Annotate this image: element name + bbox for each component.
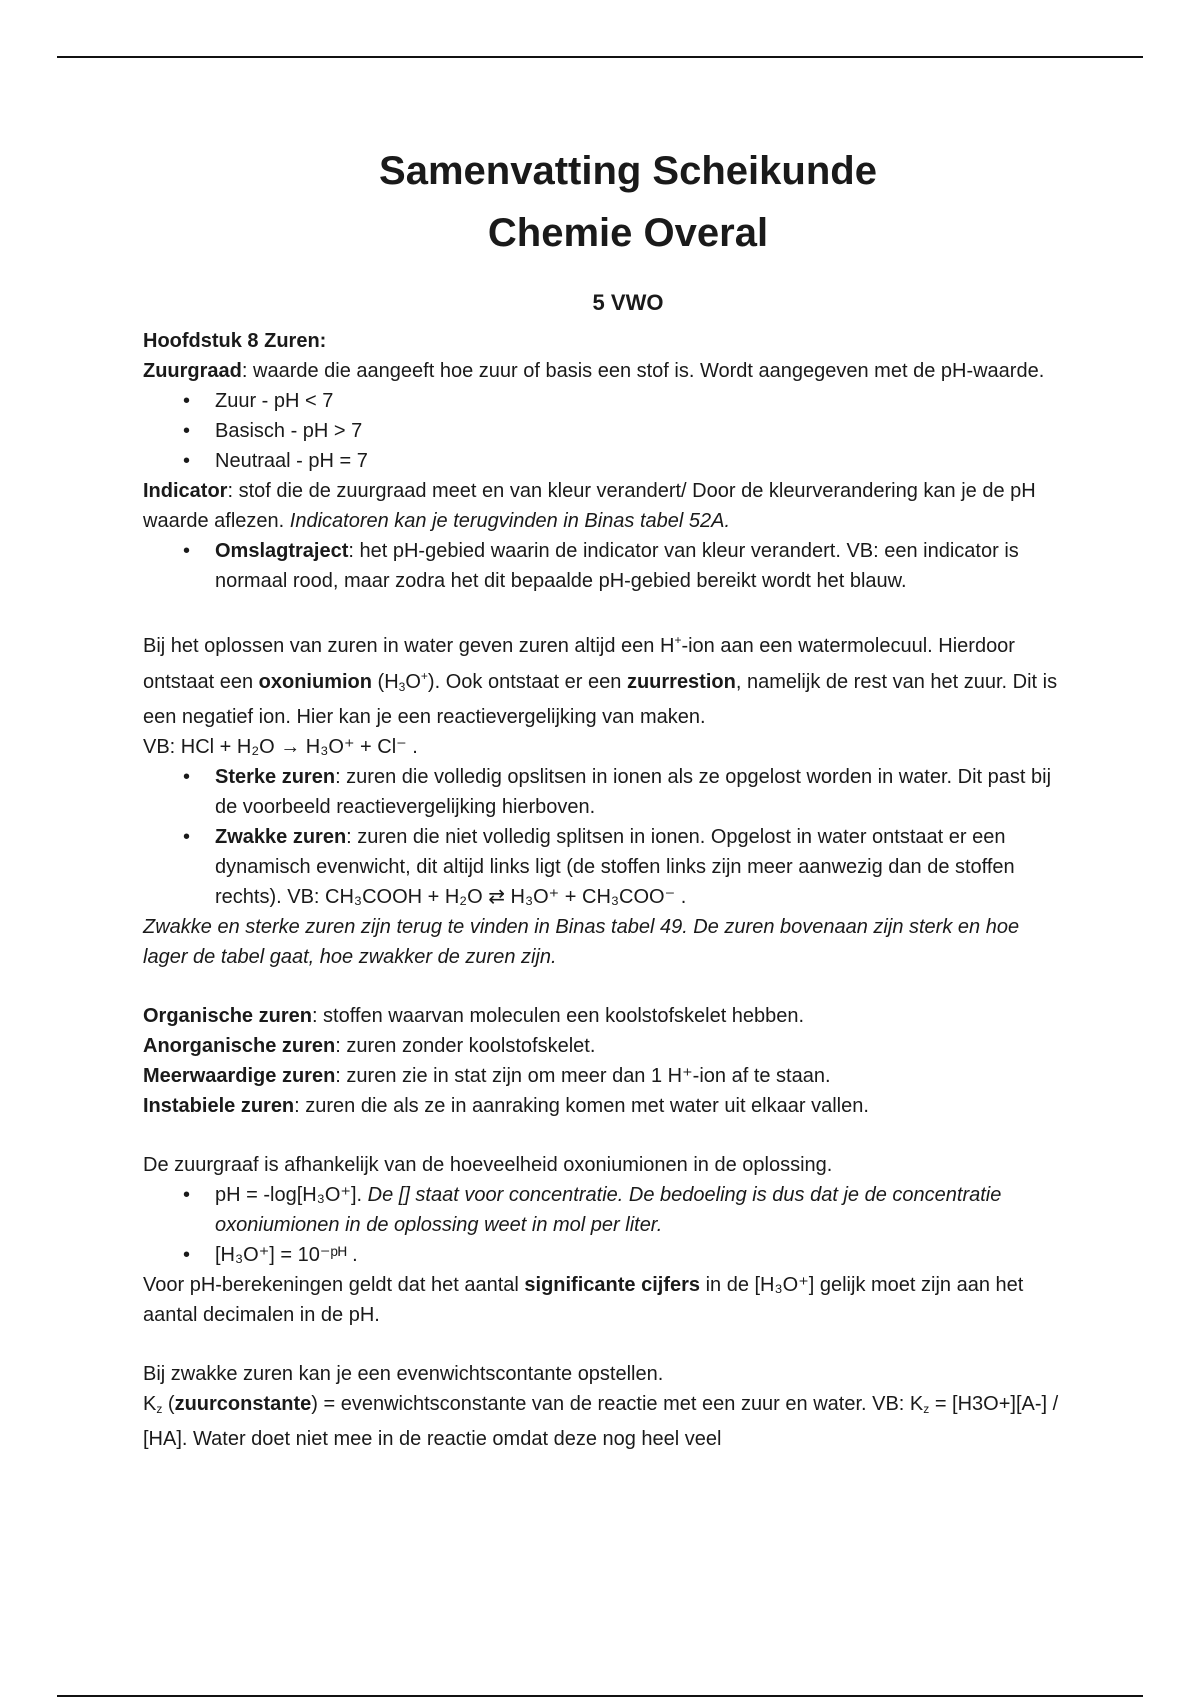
type-text: : zuren zonder koolstofskelet. bbox=[335, 1035, 596, 1057]
list-item: • [H₃O⁺] = 10⁻ᵖᴴ . bbox=[215, 1240, 1063, 1270]
type-organisch bbox=[143, 1001, 1063, 1031]
type-term: Instabiele zuren bbox=[143, 1095, 295, 1117]
title-line-1: Samenvatting Scheikunde bbox=[379, 149, 877, 193]
zwakke-text: : zuren die niet volledig splitsen in ionen. Opgelost in water ontstaat er een dynamisch evenwicht, dit altijd links ligt (de stoffen links zijn meer aanwezig dan de stoffen rechts). bbox=[215, 826, 1015, 908]
oplossen-text-4: , namelijk de rest van het zuur. Dit is een negatief ion. Hier kan je een reactievergelijking van maken. bbox=[143, 671, 1058, 728]
kz-paragraph: $K_z$ (zuurconstante) = evenwichtsconstante van de reactie met een zuur en water. VB: $K_z = [H3O+][A-] / [HA]$. Water doet niet mee in de reactie omdat deze nog heel veel bbox=[143, 1393, 1059, 1450]
sig-term: significante cijfers bbox=[524, 1274, 701, 1296]
omslag-term: Omslagtraject bbox=[215, 540, 349, 562]
subscript: z bbox=[923, 1402, 930, 1416]
chapter-heading: Hoofdstuk 8 Zuren: bbox=[143, 330, 327, 352]
list-item bbox=[215, 822, 1063, 912]
subscript: 3 bbox=[398, 680, 406, 694]
type-term: Organische zuren bbox=[143, 1005, 312, 1027]
indicator-definition bbox=[143, 476, 1063, 536]
omslag-text: : het pH-gebied waarin de indicator van kleur verandert. VB: een indicator is normaal rood, maar zodra het dit bepaalde pH-gebied bereikt wordt het blauw. bbox=[215, 540, 1019, 592]
ph-formula: pH = -log[H₃O⁺]. bbox=[215, 1184, 368, 1206]
type-text: : zuren die als ze in aanraking komen met water uit elkaar vallen. bbox=[294, 1095, 869, 1117]
superscript: + bbox=[674, 633, 682, 647]
type-meerwaardig bbox=[143, 1061, 1063, 1091]
zuurgraaf-intro: De zuurgraaf is afhankelijk van de hoeveelheid oxoniumionen in de oplossing. bbox=[143, 1154, 833, 1176]
kz-text-2: = [H3O+][A-] / [HA]. Water doet niet mee in de reactie omdat deze nog heel veel bbox=[143, 1393, 1059, 1450]
type-instabiel bbox=[143, 1091, 1063, 1121]
subscript: z bbox=[156, 1402, 163, 1416]
type-text: : zuren zie in stat zijn om meer dan 1 H⁺-ion af te staan. bbox=[335, 1065, 831, 1087]
list-item: • Basisch - pH > 7 bbox=[215, 416, 1063, 446]
zuurrest-term: zuurrestion bbox=[626, 671, 736, 693]
zuren-sterkte-list bbox=[143, 762, 1063, 912]
sterke-term: Sterke zuren bbox=[215, 766, 336, 788]
list-item bbox=[215, 536, 1063, 596]
ph-formula-note: De [] staat voor concentratie. De bedoeling is dus dat je de concentratie oxoniumionen in de oplossing weet in mol per liter. bbox=[215, 1184, 1002, 1236]
bottom-rule bbox=[57, 1695, 1143, 1697]
list-item: • Zuur - pH < 7 bbox=[215, 386, 1063, 416]
indicator-text: : stof die de zuurgraad meet en van kleur verandert/ Door de kleurverandering kan je de pH waarde aflezen. bbox=[143, 480, 1036, 532]
sig-text-2: in de [H₃O⁺] gelijk moet zijn aan het aantal decimalen in de pH. bbox=[143, 1274, 1024, 1326]
binas49-note: Zwakke en sterke zuren zijn terug te vinden in Binas tabel 49. De zuren bovenaan zijn sterk en hoe lager de tabel gaat, hoe zwakker de zuren zijn. bbox=[143, 916, 1020, 968]
indicator-note: Indicatoren kan je terugvinden in Binas tabel 52A. bbox=[289, 510, 731, 532]
kz-term: zuurconstante bbox=[174, 1393, 312, 1415]
oplossen-text-1: Bij het oplossen van zuren in water geven zuren altijd een H bbox=[143, 635, 675, 657]
oplossen-paragraph: Bij het oplossen van zuren in water geven zuren altijd een H+-ion aan een watermolecuul. Hierdoor ontstaat een oxoniumion $(H_3O^+)$. Ook ontstaat er een zuurrestion, namelijk de rest van het zuur. Dit is een negatief ion. Hier kan je een reactievergelijking van maken. bbox=[143, 633, 1058, 728]
zuurgraad-text: : waarde die aangeeft hoe zuur of basis een stof is. Wordt aangegeven met de pH-waarde. bbox=[241, 360, 1045, 382]
sterke-text: : zuren die volledig opslitsen in ionen als ze opgelost worden in water. Dit past bij de voorbeeld reactievergelijking hierboven. bbox=[215, 766, 1052, 818]
k-symbol: K bbox=[143, 1393, 157, 1415]
list-item bbox=[215, 762, 1063, 822]
oplossen-text-2: -ion aan een watermolecuul. Hierdoor ontstaat een bbox=[143, 635, 1015, 693]
type-term: Meerwaardige zuren bbox=[143, 1065, 336, 1087]
kz-text-1: ) = evenwichtsconstante van de reactie met een zuur en water. VB: K bbox=[311, 1393, 924, 1415]
oplossen-text-3: . Ook ontstaat er een bbox=[434, 671, 627, 693]
subtitle: 5 VWO bbox=[592, 290, 664, 315]
formula-list bbox=[143, 1180, 1063, 1270]
superscript: + bbox=[420, 669, 428, 683]
omslag-list bbox=[143, 536, 1063, 596]
oxonium-term: oxoniumion bbox=[258, 671, 372, 693]
list-item: • Neutraal - pH = 7 bbox=[215, 446, 1063, 476]
ph-list bbox=[143, 386, 1063, 476]
zuurgraad-term: Zuurgraad bbox=[143, 360, 242, 382]
indicator-term: Indicator bbox=[143, 480, 228, 502]
zwakke-equation: VB: CH₃COOH + H₂O ⇄ H₃O⁺ + CH₃COO⁻ . bbox=[287, 886, 687, 908]
top-rule bbox=[57, 56, 1143, 58]
type-anorganisch bbox=[143, 1031, 1063, 1061]
type-term: Anorganische zuren bbox=[143, 1035, 336, 1057]
title-line-2: Chemie Overal bbox=[487, 211, 769, 255]
evenwicht-intro: Bij zwakke zuren kan je een evenwichtscontante opstellen. bbox=[143, 1363, 664, 1385]
type-text: : stoffen waarvan moleculen een koolstofskelet hebben. bbox=[311, 1005, 805, 1027]
zuurgraad-definition bbox=[143, 356, 1063, 386]
significante-paragraph bbox=[143, 1270, 1063, 1330]
document-body bbox=[143, 140, 1063, 1454]
hcl-equation: VB: HCl + H₂O → H₃O⁺ + Cl⁻ . bbox=[143, 736, 418, 758]
zwakke-term: Zwakke zuren bbox=[215, 826, 347, 848]
document-title bbox=[143, 140, 1063, 264]
list-item bbox=[215, 1180, 1063, 1240]
sig-text-1: Voor pH-berekeningen geldt dat het aantal bbox=[143, 1274, 525, 1296]
